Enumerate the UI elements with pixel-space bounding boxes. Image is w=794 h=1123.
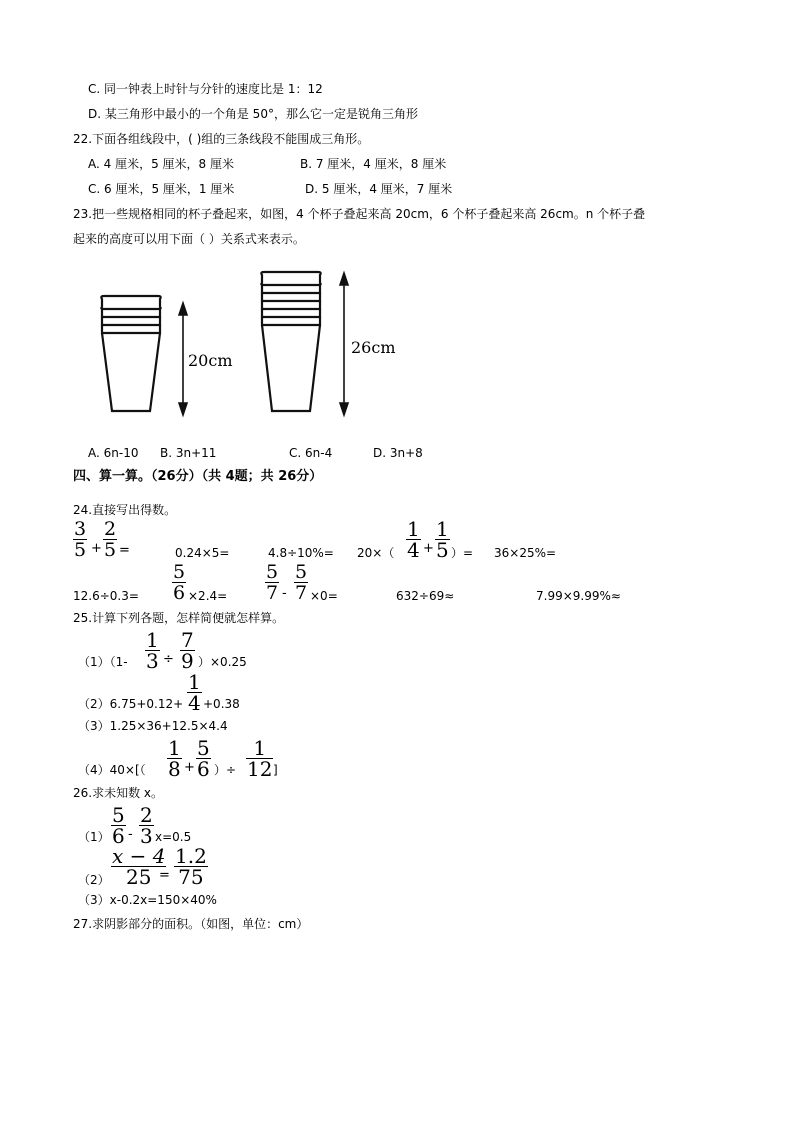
denominator: 3 (146, 649, 159, 673)
q25-fraction-1-12 (246, 738, 273, 779)
denominator: 7 (266, 582, 279, 604)
q27-stem: 27.求阴影部分的面积。（如图，单位：cm） (73, 917, 309, 931)
numerator: 1 (146, 628, 159, 652)
q24-expr-3: 4.8÷10%= (268, 546, 334, 560)
q26-fraction-5-6 (111, 805, 126, 846)
q23-option-d: D. 3n+8 (373, 446, 423, 460)
numerator: 1 (436, 517, 449, 541)
equals-sign: = (159, 868, 170, 883)
denominator: 5 (104, 539, 117, 561)
q21-option-d: D. 某三角形中最小的一个角是 50°，那么它一定是锐角三角形 (88, 107, 418, 121)
q22-option-b: B. 7 厘米，4 厘米，8 厘米 (300, 157, 447, 171)
denominator: 12 (247, 757, 273, 781)
denominator: 4 (407, 538, 420, 562)
numerator: 1 (407, 517, 420, 541)
denominator: 6 (197, 757, 210, 781)
q24-fraction-3-5 (73, 519, 87, 560)
denominator: 4 (188, 691, 201, 715)
division-sign: ÷ (163, 652, 174, 667)
q24-expr-5: 36×25%= (494, 546, 557, 560)
q26-stem: 26.求未知数 x。 (73, 786, 164, 800)
q26-part2-label: （2） (78, 873, 110, 887)
numerator: 1 (253, 736, 267, 760)
denominator: 8 (168, 757, 181, 781)
q26-part1-label: （1） (78, 830, 110, 844)
q23-stem-line2: 起来的高度可以用下面（ ）关系式来表示。 (73, 232, 305, 246)
q24-expr-9: 632÷69≈ (396, 589, 455, 603)
q24-fraction-5-6 (172, 562, 186, 603)
q23-option-b: B. 3n+11 (160, 446, 217, 460)
q25-fraction-1-3 (145, 630, 160, 671)
minus-sign: - (282, 586, 287, 601)
q24-expr-8: ×0= (310, 589, 338, 603)
q24-fraction-2-5 (103, 519, 117, 560)
numerator: 1 (188, 670, 201, 694)
q23-option-c: C. 6n-4 (289, 446, 333, 460)
numerator: 5 (173, 561, 186, 583)
q24-expr-2: 0.24×5= (175, 546, 230, 560)
numerator: 3 (74, 518, 87, 540)
q25-part4-close: ] (273, 763, 278, 777)
q26-fraction-2-3 (139, 805, 154, 846)
q26-part1-rest: x=0.5 (155, 830, 192, 844)
numerator: 1 (168, 736, 181, 760)
q25-part2-end: +0.38 (203, 697, 240, 711)
q25-part3: （3）1.25×36+12.5×4.4 (78, 719, 228, 733)
q25-part4-open: （4）40×[（ (78, 763, 146, 777)
denominator: 25 (111, 866, 166, 887)
numerator: 5 (197, 736, 210, 760)
equals-sign: = (119, 543, 130, 558)
q25-part1-close: ）×0.25 (198, 655, 247, 669)
denominator: 5 (436, 538, 449, 562)
minus-sign: - (128, 827, 133, 842)
q24-fraction-5-7b (294, 562, 308, 603)
q24-expr-7: ×2.4= (188, 589, 228, 603)
q25-fraction-5-6 (196, 738, 211, 779)
numerator: 7 (181, 628, 194, 652)
q24-expr-10: 7.99×9.99%≈ (536, 589, 621, 603)
q21-option-c: C. 同一钟表上时针与分针的速度比是 1：12 (88, 82, 323, 96)
q24-fraction-5-7a (265, 562, 279, 603)
q25-fraction-1-4 (187, 672, 202, 713)
q22-option-a: A. 4 厘米，5 厘米，8 厘米 (88, 157, 234, 171)
denominator: 9 (181, 649, 194, 673)
q24-expr-4-close: ）= (451, 546, 474, 560)
numerator: 2 (104, 518, 117, 540)
q22-option-c: C. 6 厘米，5 厘米，1 厘米 (88, 182, 235, 196)
denominator: 6 (112, 824, 125, 848)
q24-fraction-1-4 (406, 519, 421, 560)
numerator: 5 (112, 803, 125, 827)
denominator: 5 (74, 539, 87, 561)
numerator: 5 (295, 561, 308, 583)
q22-option-d: D. 5 厘米，4 厘米，7 厘米 (305, 182, 453, 196)
numerator: x − 4 (112, 844, 166, 868)
q23-stem-line1: 23.把一些规格相同的杯子叠起来，如图，4 个杯子叠起来高 20cm，6 个杯子叠起来高 26cm。n 个杯子叠 (73, 207, 646, 221)
numerator: 1.2 (175, 844, 207, 868)
q22-stem: 22.下面各组线段中，( )组的三条线段不能围成三角形。 (73, 132, 370, 146)
numerator: 2 (140, 803, 153, 827)
q25-part1-open: （1）（1- (78, 655, 128, 669)
denominator: 6 (173, 582, 186, 604)
numerator: 5 (266, 561, 279, 583)
q25-fraction-7-9 (180, 630, 195, 671)
cups-label-20cm: 20cm (188, 351, 233, 370)
cups-label-26cm: 26cm (351, 338, 396, 357)
q24-expr-6: 12.6÷0.3= (73, 589, 139, 603)
denominator: 3 (140, 824, 153, 848)
q24-fraction-1-5 (435, 519, 450, 560)
q25-part2-start: （2）6.75+0.12+ (78, 697, 184, 711)
q25-part4-middle: ）÷ (214, 763, 237, 777)
denominator: 7 (295, 582, 308, 604)
q25-fraction-1-8 (167, 738, 182, 779)
plus-sign: + (91, 541, 102, 556)
q26-part3: （3）x-0.2x=150×40% (78, 893, 217, 907)
section-4-heading: 四、算一算。（26分）（共 4题；共 26分） (73, 469, 323, 484)
q26-fraction-1.2-over-75 (174, 846, 208, 887)
q25-stem: 25.计算下列各题，怎样简便就怎样算。 (73, 611, 285, 625)
q23-option-a: A. 6n-10 (88, 446, 139, 460)
q24-expr-4-open: 20×（ (357, 546, 395, 560)
plus-sign: + (184, 760, 195, 775)
q24-stem: 24.直接写出得数。 (73, 503, 177, 517)
plus-sign: + (423, 541, 434, 556)
denominator: 75 (174, 866, 208, 887)
